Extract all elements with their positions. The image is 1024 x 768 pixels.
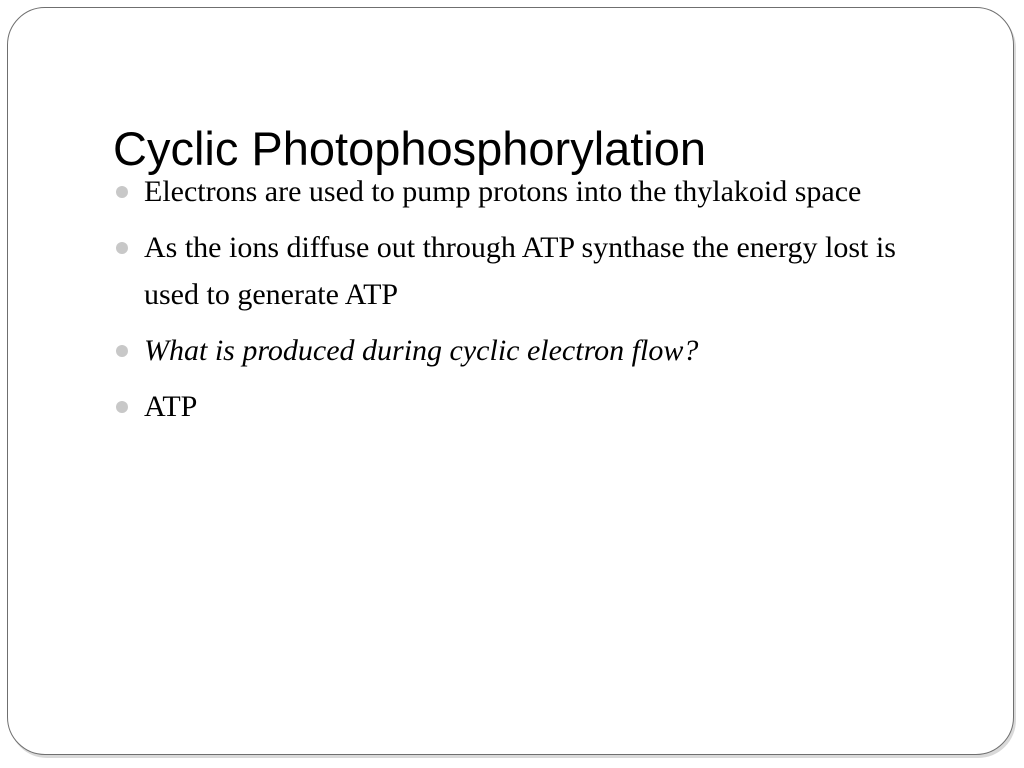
bullet-item xyxy=(113,383,953,430)
bullet-dot-icon xyxy=(116,186,128,198)
bullet-text: As the ions diffuse out through ATP synthase the energy lost is used to generate ATP xyxy=(144,231,896,311)
bullet-dot-icon xyxy=(116,345,128,357)
bullet-item xyxy=(113,168,953,215)
bullet-dot-icon xyxy=(116,401,128,413)
bullet-list xyxy=(113,168,953,439)
bullet-text-answer: ATP xyxy=(144,390,198,423)
slide-title: Cyclic Photophosphorylation xyxy=(113,122,707,176)
bullet-text: Electrons are used to pump protons into the thylakoid space xyxy=(144,175,862,208)
bullet-item xyxy=(113,224,953,318)
bullet-dot-icon xyxy=(116,242,128,254)
bullet-text-question: What is produced during cyclic electron flow? xyxy=(144,334,699,367)
bullet-item xyxy=(113,327,953,374)
